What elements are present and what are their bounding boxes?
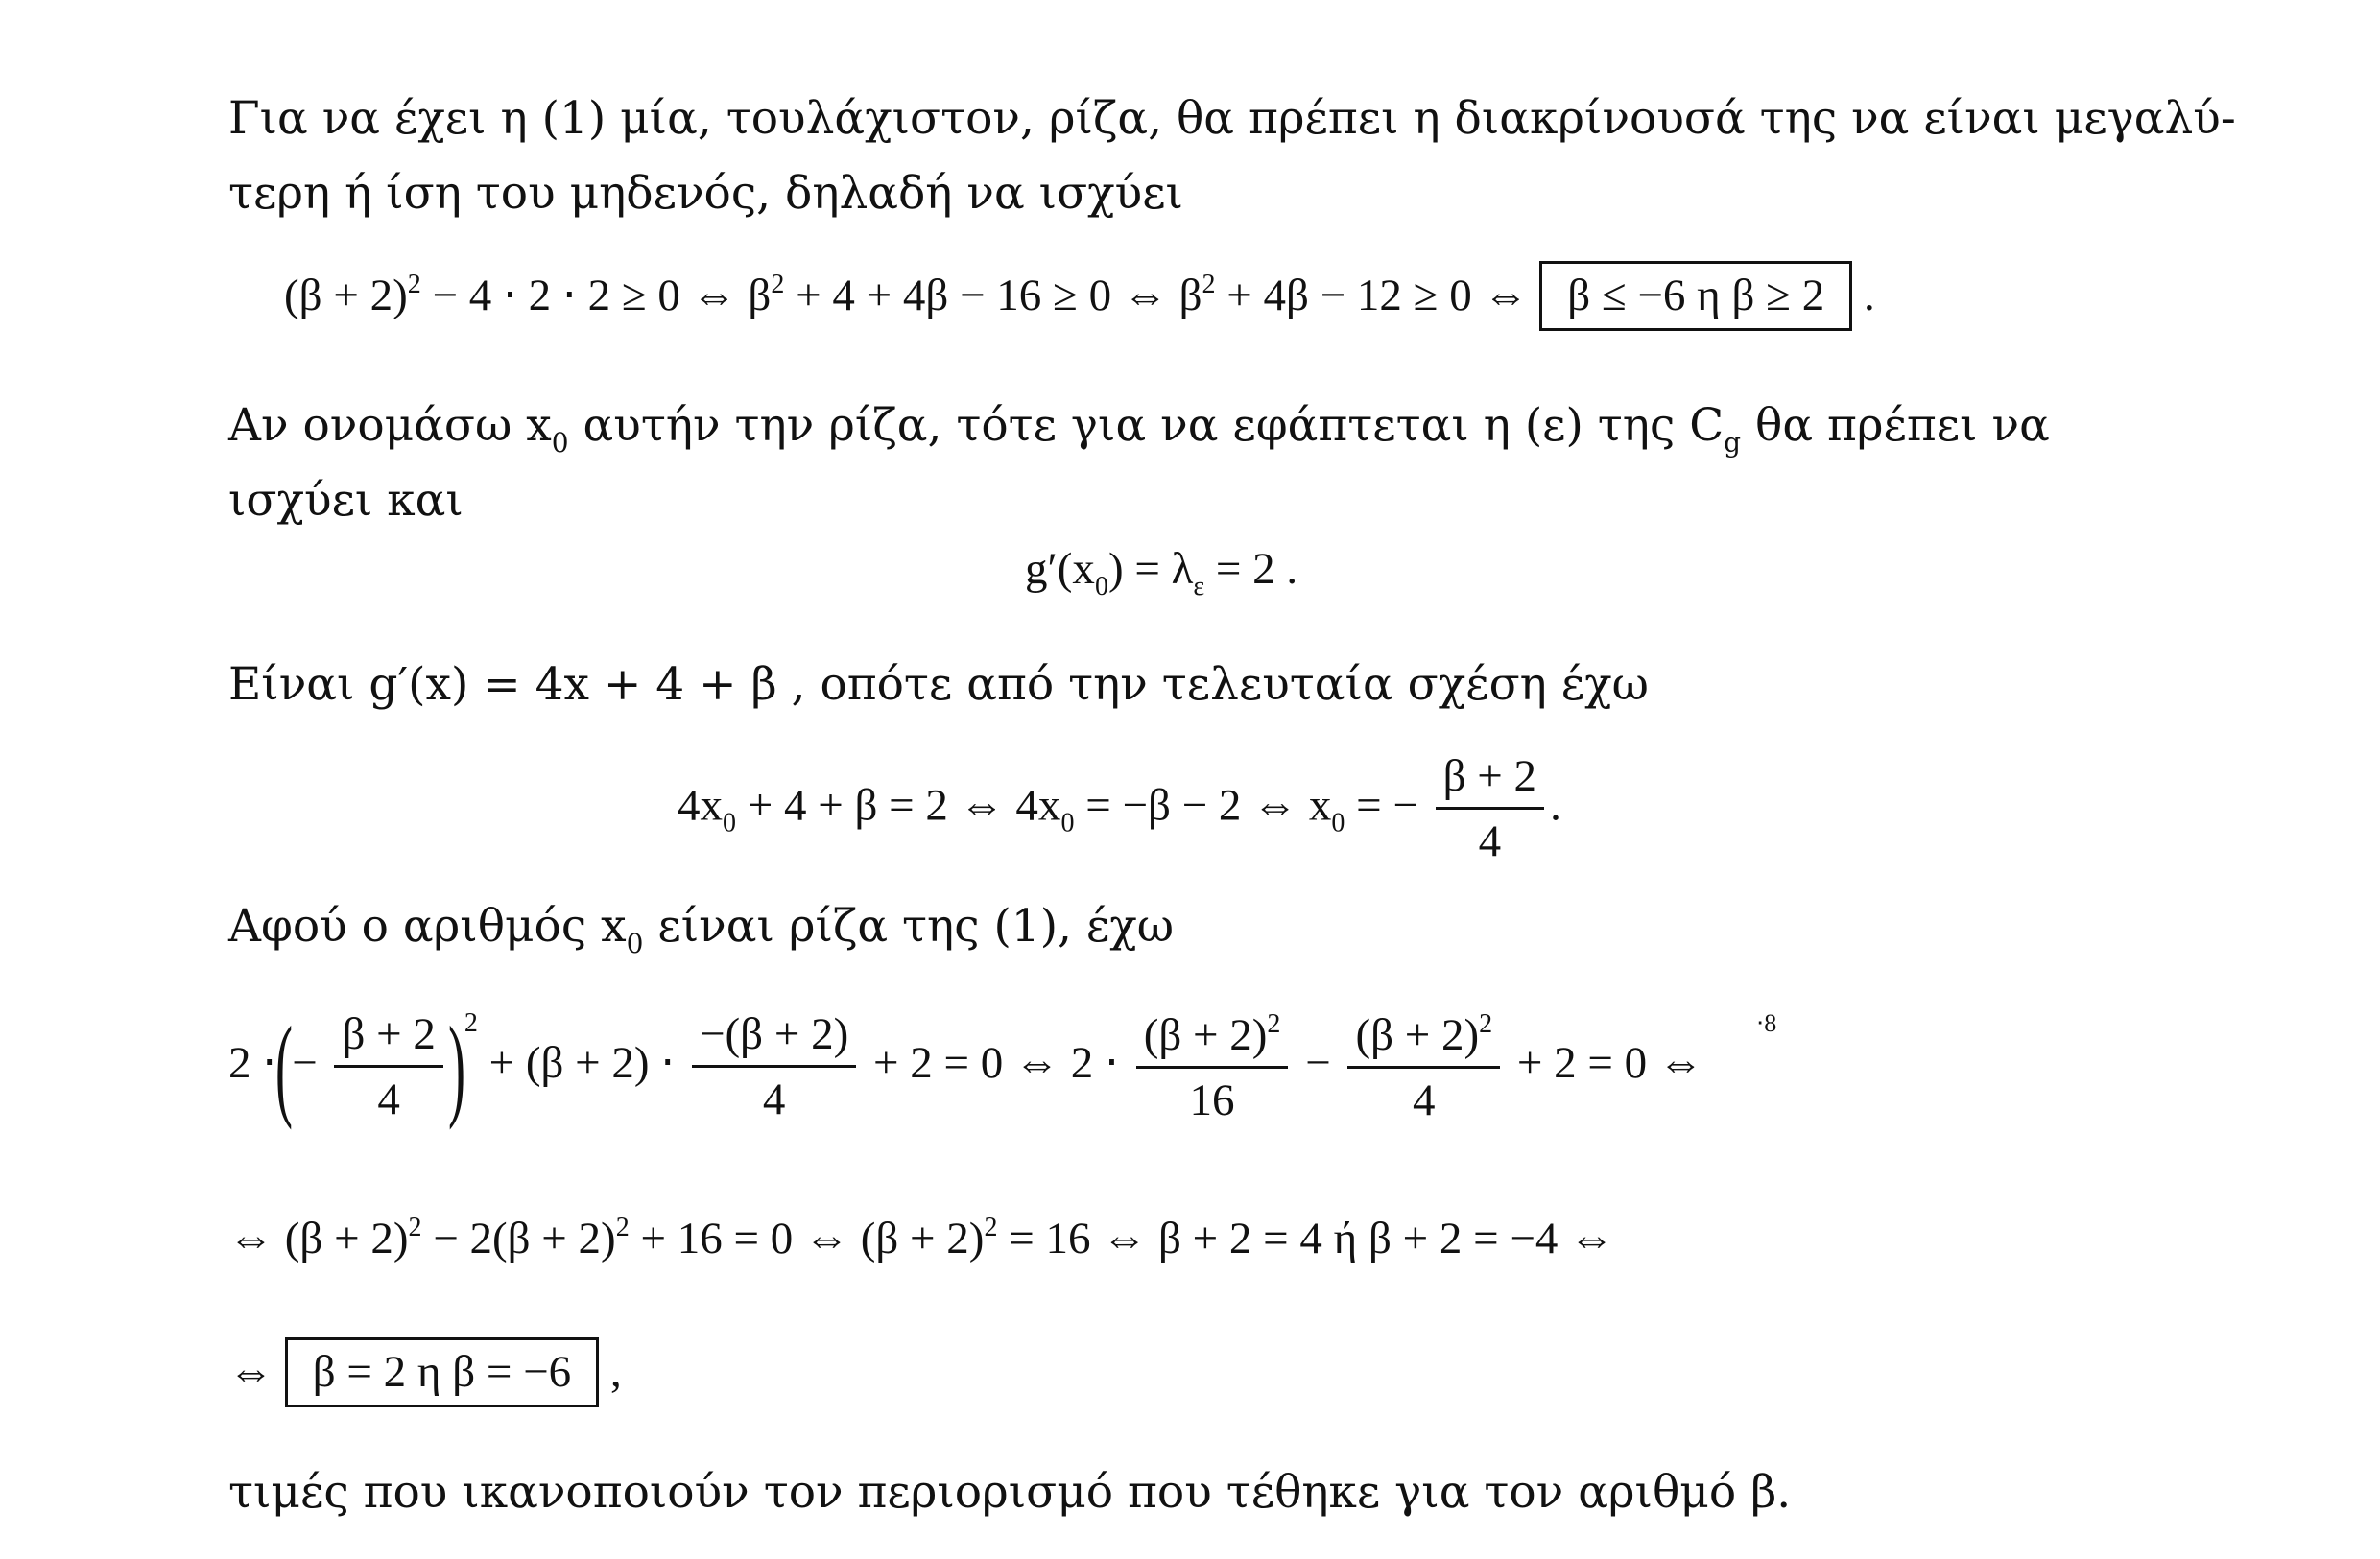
eq2-sub0: 0	[1094, 572, 1108, 602]
eq4-mid2: + 2 = 0 ⇔ 2 ⋅	[872, 1037, 1119, 1088]
eq5-part4: = 16 ⇔ β + 2 = 4 ή β + 2 = −4 ⇔	[997, 1214, 1615, 1264]
para4-sub0: 0	[626, 928, 644, 959]
equation-solve	[228, 1215, 1614, 1262]
eq4-frac3-den: 16	[1189, 1075, 1235, 1125]
right-paren: )	[447, 1003, 465, 1130]
eq1-exp-3: 2	[1202, 270, 1216, 299]
eq1-end: .	[1863, 271, 1875, 320]
equation-discriminant	[284, 261, 1875, 331]
eq1-lhs: (β + 2)	[284, 271, 408, 320]
eq1-exp-1: 2	[407, 270, 421, 299]
eq4-exp-1: 2	[464, 1007, 478, 1038]
eq2-subeps: ε	[1193, 572, 1205, 602]
eq4-exp-3: 2	[1479, 1008, 1493, 1039]
eq4-frac1-den: 4	[377, 1074, 400, 1124]
eq3-numerator: β + 2	[1436, 754, 1544, 810]
eq4-fraction-2	[692, 1008, 856, 1124]
eq3-part2: + 4 + β = 2 ⇔ 4x	[736, 780, 1061, 831]
equation-substitution	[228, 1003, 1703, 1130]
paragraph-1-line-2: τερη ή ίση του μηδενός, δηλαδή να ισχύει	[228, 167, 1183, 220]
eq4-frac4-num: (β + 2)	[1355, 1009, 1480, 1060]
eq4-frac2-den: 4	[762, 1074, 786, 1124]
eq4-fraction-4	[1347, 1008, 1500, 1125]
para4-part1: Αφού ο αριθμός x	[228, 900, 627, 953]
eq4-frac4-num-wrap	[1347, 1008, 1500, 1069]
eq4-frac3-num-wrap	[1136, 1008, 1289, 1069]
eq6-lead: ⇔	[228, 1347, 274, 1397]
eq3-sub0-c: 0	[1331, 808, 1345, 839]
eq3-sub0-b: 0	[1060, 808, 1075, 839]
eq5-part2: − 2(β + 2)	[421, 1214, 616, 1264]
paragraph-3: Είναι g′(x) = 4x + 4 + β , οπότε από την τελευταία σχέση έχω	[228, 658, 1649, 711]
eq2-part2: ) = λ	[1107, 544, 1194, 594]
eq4-frac1-num: β + 2	[334, 1012, 442, 1068]
eq4-frac3-num: (β + 2)	[1143, 1009, 1268, 1060]
eq5-exp-3: 2	[984, 1213, 998, 1242]
eq3-part1: 4x	[678, 780, 723, 831]
eq4-exp-2: 2	[1267, 1008, 1281, 1039]
paragraph-1-line-1: Για να έχει η (1) μία, τουλάχιστον, ρίζα, θα πρέπει η διακρίνουσά της να είναι μεγαλύ-	[228, 92, 2236, 145]
eq3-part4: = −	[1345, 780, 1418, 831]
eq4-mid1: + (β + 2) ⋅	[488, 1037, 676, 1088]
boxed-result-2: β = 2 η β = −6	[285, 1337, 599, 1407]
equation-tangent-slope	[1025, 544, 1298, 602]
eq1-mid1: − 4 ⋅ 2 ⋅ 2 ≥ 0 ⇔ β	[420, 271, 772, 320]
eq6-end: ,	[609, 1347, 622, 1397]
boxed-result-1: β ≤ −6 η β ≥ 2	[1539, 261, 1852, 331]
eq4-lead: 2 ⋅	[228, 1037, 277, 1088]
para2-part1: Αν ονομάσω x	[228, 399, 552, 452]
para4-part2: είναι ρίζα της (1), έχω	[643, 900, 1175, 953]
eq4-mid3: + 2 = 0 ⇔	[1516, 1037, 1703, 1088]
eq3-sub0-a: 0	[723, 808, 736, 839]
equation-final	[228, 1337, 622, 1407]
multiply-by-8-mark: ⋅8	[1756, 1009, 1777, 1037]
eq3-part3: = −β − 2 ⇔ x	[1074, 780, 1332, 831]
eq5-part3: + 16 = 0 ⇔ (β + 2)	[629, 1214, 985, 1264]
eq4-fraction-3	[1136, 1008, 1289, 1125]
paragraph-2-line-2: ισχύει και	[228, 474, 464, 527]
eq4-neg: −	[292, 1037, 318, 1088]
eq4-frac2-num: −(β + 2)	[692, 1012, 856, 1068]
eq1-mid3: + 4β − 12 ≥ 0 ⇔	[1215, 271, 1529, 320]
paragraph-2-line-1	[228, 399, 2050, 459]
eq5-exp-2: 2	[615, 1213, 630, 1242]
eq5-part1: ⇔ (β + 2)	[228, 1214, 409, 1264]
eq3-end: .	[1550, 780, 1561, 831]
eq4-minus: −	[1305, 1037, 1331, 1088]
eq1-mid2: + 4 + 4β − 16 ≥ 0 ⇔ β	[784, 271, 1202, 320]
equation-x0	[678, 751, 1561, 866]
eq4-frac4-den: 4	[1413, 1075, 1436, 1125]
para2-sub0: 0	[551, 427, 569, 459]
eq2-part1: g′(x	[1025, 544, 1095, 594]
paragraph-5: τιμές που ικανοποιούν τον περιορισμό που τέθηκε για τον αριθμό β.	[228, 1466, 1792, 1519]
para2-subg: g	[1724, 427, 1742, 459]
eq5-exp-1: 2	[408, 1213, 422, 1242]
eq1-exp-2: 2	[771, 270, 785, 299]
eq2-part3: = 2 .	[1204, 544, 1298, 594]
eq3-denominator: 4	[1478, 816, 1502, 866]
eq3-fraction	[1436, 751, 1544, 866]
paragraph-4	[228, 900, 1175, 959]
para2-part3: θα πρέπει να	[1741, 399, 2050, 452]
para2-part2: αυτήν την ρίζα, τότε για να εφάπτεται η (ε) της C	[568, 399, 1725, 452]
left-paren: (	[275, 1003, 294, 1130]
eq4-fraction-1	[334, 1008, 442, 1124]
